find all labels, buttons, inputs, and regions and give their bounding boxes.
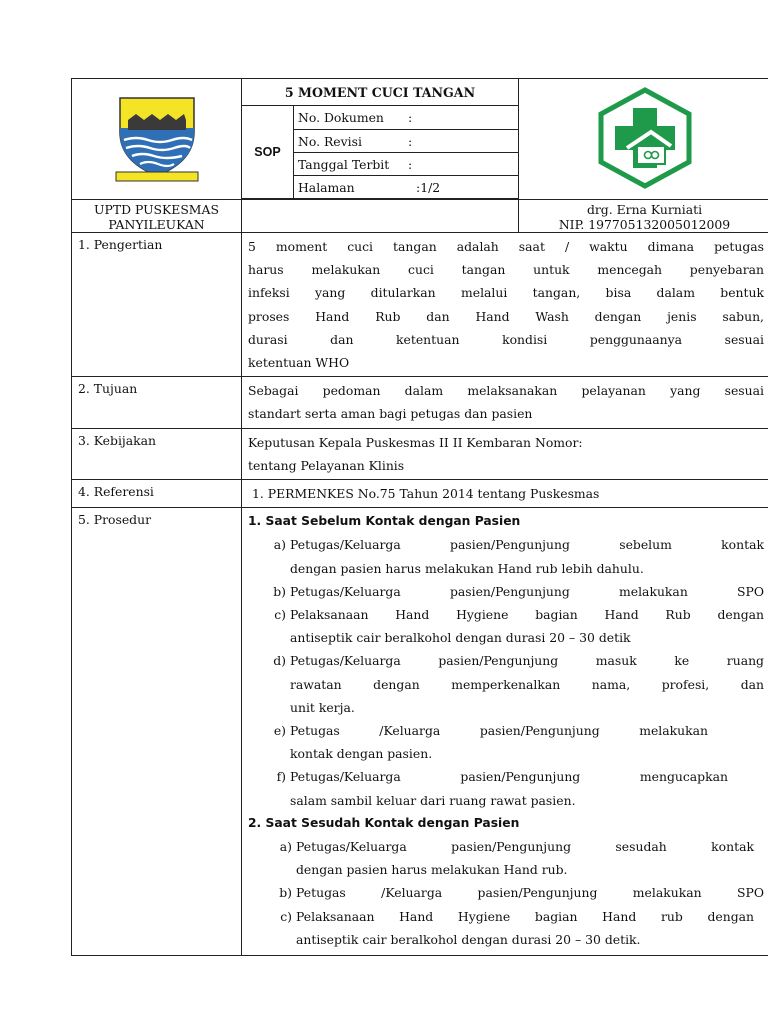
meta-tanggal-terbit: Tanggal Terbit : — [294, 153, 519, 176]
sop-document — [71, 78, 768, 956]
prosedur-heading-2: 2. Saat Sesudah Kontak dengan Pasien — [248, 815, 520, 830]
label-kebijakan: 3. Kebijakan — [72, 428, 242, 479]
sop-table — [71, 78, 768, 956]
list-item: b) Petugas /Keluarga pasien/Pengunjung melakukan SPO — [279, 885, 764, 901]
label-prosedur: 5. Prosedur — [72, 508, 242, 956]
right-logo-cell — [519, 79, 768, 200]
meta-no-revisi: No. Revisi : — [294, 130, 519, 153]
meta-halaman: Halaman :1/2 — [294, 176, 519, 199]
list-item: d) Petugas/Keluarga pasien/Pengunjung masuk ke ruang rawatan dengan memperkenalkan nama, profesi, dan unit kerja. — [273, 653, 764, 715]
content-prosedur — [242, 508, 768, 956]
prosedur-heading-1: 1. Saat Sebelum Kontak dengan Pasien — [248, 514, 521, 529]
unit-name: UPTD PUSKESMAS PANYILEUKAN — [72, 200, 242, 233]
content-pengertian: 5 moment cuci tangan adalah saat / waktu dimana petugas harus melakukan cuci tangan untuk mencegah penyebaran infeksi yang ditularkan melalui tangan, bisa dalam bentuk proses Hand Rub dan Hand Wash dengan jenis sabun, durasi dan ketentuan kondisi penggunaanya sesuai ketentuan WHO — [242, 233, 768, 377]
left-logo-cell — [72, 79, 242, 200]
list-item: f) Petugas/Keluarga pasien/Pengunjung mengucapkan salam sambil keluar dari ruang rawat pasien. — [276, 769, 728, 808]
sop-label: SOP — [242, 106, 294, 199]
label-pengertian: 1. Pengertian — [72, 233, 242, 377]
list-item: a) Petugas/Keluarga pasien/Pengunjung sebelum kontak dengan pasien harus melakukan Hand rub lebih dahulu. — [273, 537, 764, 576]
signer-name: drg. Erna Kurniati — [586, 202, 703, 217]
signer-block — [519, 200, 768, 233]
city-emblem-icon — [112, 92, 202, 184]
meta-no-dokumen: No. Dokumen : — [294, 106, 519, 130]
label-referensi: 4. Referensi — [72, 480, 242, 508]
list-item: b) Petugas/Keluarga pasien/Pengunjung melakukan SPO — [273, 583, 764, 599]
label-tujuan: 2. Tujuan — [72, 377, 242, 428]
puskesmas-logo-icon — [593, 86, 697, 190]
signer-nip: NIP. 197705132005012009 — [558, 217, 731, 232]
list-item: c) Pelaksanaan Hand Hygiene bagian Hand rub dengan antiseptik cair beralkohol dengan durasi 20 – 30 detik. — [280, 908, 754, 947]
blank-signature-cell — [242, 200, 519, 233]
content-referensi: 1. PERMENKES No.75 Tahun 2014 tentang Puskesmas — [242, 480, 768, 508]
list-item: c) Pelaksanaan Hand Hygiene bagian Hand Rub dengan antiseptik cair beralkohol dengan durasi 20 – 30 detik — [274, 607, 764, 646]
document-title: 5 MOMENT CUCI TANGAN — [242, 79, 519, 106]
list-item: e) Petugas /Keluarga pasien/Pengunjung melakukan kontak dengan pasien. — [273, 723, 708, 762]
list-item: a) Petugas/Keluarga pasien/Pengunjung sesudah kontak dengan pasien harus melakukan Hand rub. — [279, 839, 754, 878]
content-kebijakan: Keputusan Kepala Puskesmas II II Kembaran Nomor: tentang Pelayanan Klinis — [242, 428, 768, 479]
content-tujuan: Sebagai pedoman dalam melaksanakan pelayanan yang sesuai standart serta aman bagi petugas dan pasien — [242, 377, 768, 428]
